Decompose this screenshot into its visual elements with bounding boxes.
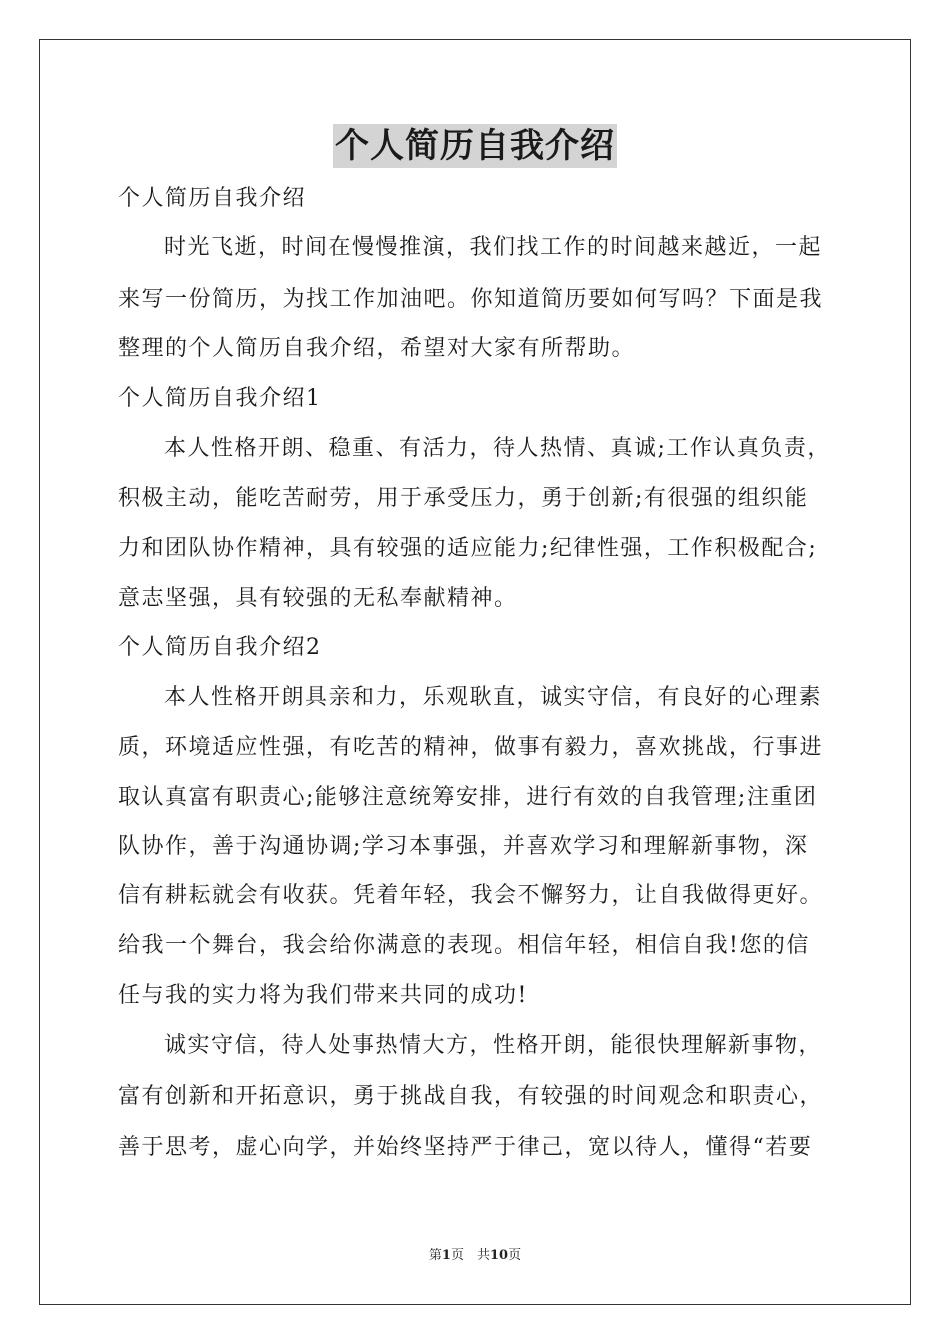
paragraph-line: 整理的个人简历自我介绍，希望对大家有所帮助。	[118, 336, 636, 361]
page-total: 10	[489, 1248, 509, 1263]
section-heading-2: 个人简历自我介绍2	[118, 635, 322, 660]
paragraph-line: 力和团队协作精神，具有较强的适应能力;纪律性强，工作积极配合;	[118, 536, 818, 561]
document-title: 个人简历自我介绍	[335, 126, 615, 166]
paragraph-line: 时光飞逝，时间在慢慢推演，我们找工作的时间越来越近，一起	[164, 235, 823, 260]
paragraph-line: 诚实守信，待人处事热情大方，性格开朗，能很快理解新事物，	[164, 1033, 823, 1058]
paragraph-line: 善于思考，虚心向学，并始终坚持严于律己，宽以待人，懂得“若要	[118, 1135, 813, 1160]
page-prefix: 第	[428, 1248, 442, 1263]
page-suffix: 页	[508, 1248, 522, 1263]
title-container	[0, 124, 950, 168]
paragraph-line: 质，环境适应性强，有吃苦的精神，做事有毅力，喜欢挑战，行事进	[118, 735, 824, 760]
paragraph-line: 来写一份简历，为找工作加油吧。你知道简历要如何写吗？下面是我	[118, 287, 824, 312]
paragraph-line: 积极主动，能吃苦耐劳，用于承受压力，勇于创新;有很强的组织能	[118, 486, 809, 511]
paragraph-line: 任与我的实力将为我们带来共同的成功!	[118, 983, 528, 1008]
paragraph-line: 意志坚强，具有较强的无私奉献精神。	[118, 586, 518, 611]
paragraph-line: 取认真富有职责心;能够注意统筹安排，进行有效的自我管理;注重团	[118, 785, 818, 810]
paragraph-line: 给我一个舞台，我会给你满意的表现。相信年轻，相信自我!您的信	[118, 933, 810, 958]
paragraph-line: 本人性格开朗具亲和力，乐观耿直，诚实守信，有良好的心理素	[164, 685, 823, 710]
page-current: 1	[441, 1248, 451, 1263]
page-mid: 页 共	[450, 1248, 490, 1263]
paragraph-line: 信有耕耘就会有收获。凭着年轻，我会不懈努力，让自我做得更好。	[118, 883, 824, 908]
paragraph-line: 本人性格开朗、稳重、有活力，待人热情、真诚;工作认真负责，	[164, 436, 831, 461]
paragraph-line: 富有创新和开拓意识，勇于挑战自我，有较强的时间观念和职责心，	[118, 1084, 824, 1109]
page-footer	[0, 1247, 950, 1265]
section-heading-1: 个人简历自我介绍1	[118, 386, 322, 411]
page-border	[39, 39, 911, 1305]
intro-heading: 个人简历自我介绍	[118, 186, 307, 211]
paragraph-line: 队协作，善于沟通协调;学习本事强，并喜欢学习和理解新事物，深	[118, 834, 809, 859]
